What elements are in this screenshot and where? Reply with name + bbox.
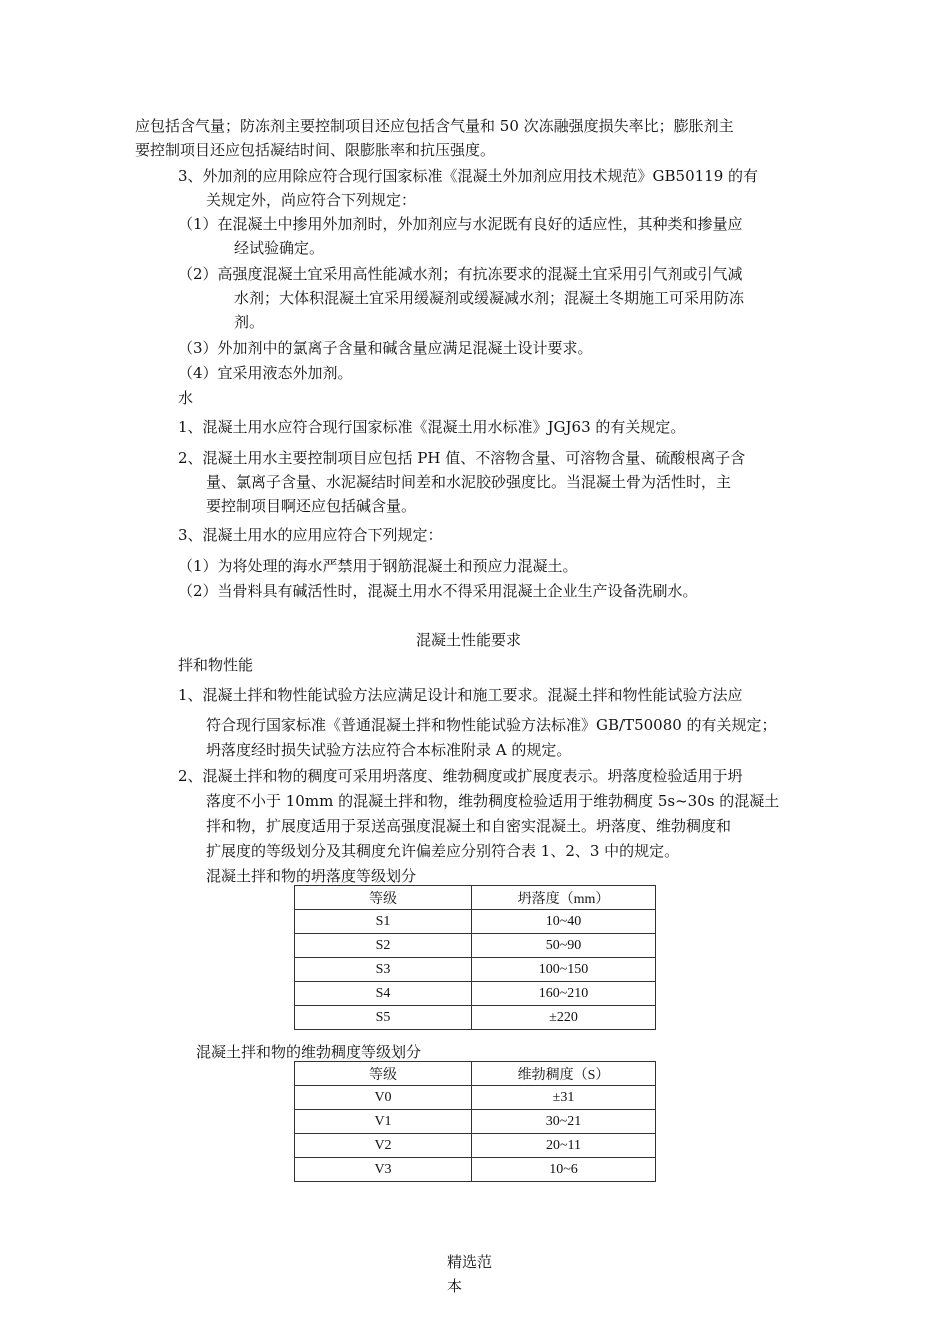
table-caption: 混凝土拌和物的维勃稠度等级划分: [196, 1043, 422, 1061]
table-row: [295, 958, 656, 982]
paragraph-line: 要控制项目还应包括凝结时间、限膨胀率和抗压强度。: [135, 141, 496, 159]
paragraph-line: 应包括含气量；防冻剂主要控制项目还应包括含气量和 50 次冻融强度损失率比；膨胀剂主: [135, 117, 734, 135]
grade-cell: S4: [295, 982, 472, 1006]
value-cell: ±220: [472, 1006, 656, 1030]
header-cell: 等级: [295, 886, 472, 910]
grade-cell: S2: [295, 934, 472, 958]
table-row: [295, 1158, 656, 1182]
paragraph-line: 剂。: [234, 313, 265, 331]
paragraph-line: 扩展度的等级划分及其稠度允许偏差应分别符合表 1、2、3 中的规定。: [206, 842, 680, 860]
grade-cell: V0: [295, 1086, 472, 1110]
grade-cell: V2: [295, 1134, 472, 1158]
header-cell: 坍落度（mm）: [472, 886, 656, 910]
paragraph-line: （1）在混凝土中掺用外加剂时，外加剂应与水泥既有良好的适应性，其种类和掺量应: [178, 215, 743, 233]
grade-cell: S1: [295, 910, 472, 934]
paragraph-line: 关规定外，尚应符合下列规定：: [206, 191, 417, 209]
section-title: 混凝土性能要求: [416, 631, 522, 649]
table-row: [295, 910, 656, 934]
table-header-row: [295, 886, 656, 910]
paragraph-line: 经试验确定。: [234, 239, 325, 257]
paragraph-line: 2、混凝土拌和物的稠度可采用坍落度、维勃稠度或扩展度表示。坍落度检验适用于坍: [178, 767, 743, 785]
paragraph-line: 3、外加剂的应用除应符合现行国家标准《混凝土外加剂应用技术规范》GB50119 的有: [178, 167, 759, 185]
paragraph-line: 3、混凝土用水的应用应符合下列规定：: [178, 526, 443, 544]
section-heading: 拌和物性能: [178, 656, 254, 674]
paragraph-line: 拌和物，扩展度适用于泵送高强度混凝土和自密实混凝土。坍落度、维勃稠度和: [206, 817, 732, 835]
paragraph-line: 量、氯离子含量、水泥凝结时间差和水泥胶砂强度比。当混凝土骨为活性时，主: [206, 473, 732, 491]
paragraph-line: （3）外加剂中的氯离子含量和碱含量应满足混凝土设计要求。: [178, 339, 593, 357]
header-cell: 维勃稠度（S）: [472, 1062, 656, 1086]
table-row: [295, 1134, 656, 1158]
paragraph-line: 1、混凝土拌和物性能试验方法应满足设计和施工要求。混凝土拌和物性能试验方法应: [178, 686, 743, 704]
value-cell: 10~6: [472, 1158, 656, 1182]
section-heading: 水: [178, 389, 194, 407]
footer-line: 精选范: [447, 1253, 493, 1271]
footer-line: 本: [447, 1277, 463, 1295]
table-caption: 混凝土拌和物的坍落度等级划分: [206, 867, 417, 885]
value-cell: 100~150: [472, 958, 656, 982]
grade-cell: S5: [295, 1006, 472, 1030]
table-row: [295, 934, 656, 958]
paragraph-line: 2、混凝土用水主要控制项目应包括 PH 值、不溶物含量、可溶物含量、硫酸根离子含: [178, 449, 746, 467]
table-row: [295, 1086, 656, 1110]
paragraph-line: （2）高强度混凝土宜采用高性能减水剂；有抗冻要求的混凝土宜采用引气剂或引气减: [178, 265, 743, 283]
value-cell: 30~21: [472, 1110, 656, 1134]
paragraph-line: 落度不小于 10mm 的混凝土拌和物，维勃稠度检验适用于维勃稠度 5s~30s 的混凝土: [206, 792, 780, 810]
paragraph-line: （4）宜采用液态外加剂。: [178, 364, 353, 382]
value-cell: 160~210: [472, 982, 656, 1006]
table-row: [295, 1110, 656, 1134]
value-cell: ±31: [472, 1086, 656, 1110]
paragraph-line: 符合现行国家标准《普通混凝土拌和物性能试验方法标准》GB/T50080 的有关规定；: [206, 716, 777, 734]
vebe-grade-table: [294, 1061, 656, 1182]
value-cell: 20~11: [472, 1134, 656, 1158]
paragraph-line: 水剂；大体积混凝土宜采用缓凝剂或缓凝减水剂；混凝土冬期施工可采用防冻: [234, 289, 745, 307]
grade-cell: S3: [295, 958, 472, 982]
table-row: [295, 1006, 656, 1030]
page-footer: [447, 1250, 492, 1298]
slump-grade-table: [294, 885, 656, 1030]
paragraph-line: （2）当骨料具有碱活性时，混凝土用水不得采用混凝土企业生产设备洗刷水。: [178, 582, 698, 600]
header-cell: 等级: [295, 1062, 472, 1086]
value-cell: 50~90: [472, 934, 656, 958]
table-header-row: [295, 1062, 656, 1086]
paragraph-line: （1）为将处理的海水严禁用于钢筋混凝土和预应力混凝土。: [178, 557, 578, 575]
table-row: [295, 982, 656, 1006]
paragraph-line: 坍落度经时损失试验方法应符合本标准附录 A 的规定。: [206, 741, 572, 759]
paragraph-line: 1、混凝土用水应符合现行国家标准《混凝土用水标准》JGJ63 的有关规定。: [178, 418, 686, 436]
grade-cell: V3: [295, 1158, 472, 1182]
grade-cell: V1: [295, 1110, 472, 1134]
value-cell: 10~40: [472, 910, 656, 934]
paragraph-line: 要控制项目啊还应包括碱含量。: [206, 497, 417, 515]
